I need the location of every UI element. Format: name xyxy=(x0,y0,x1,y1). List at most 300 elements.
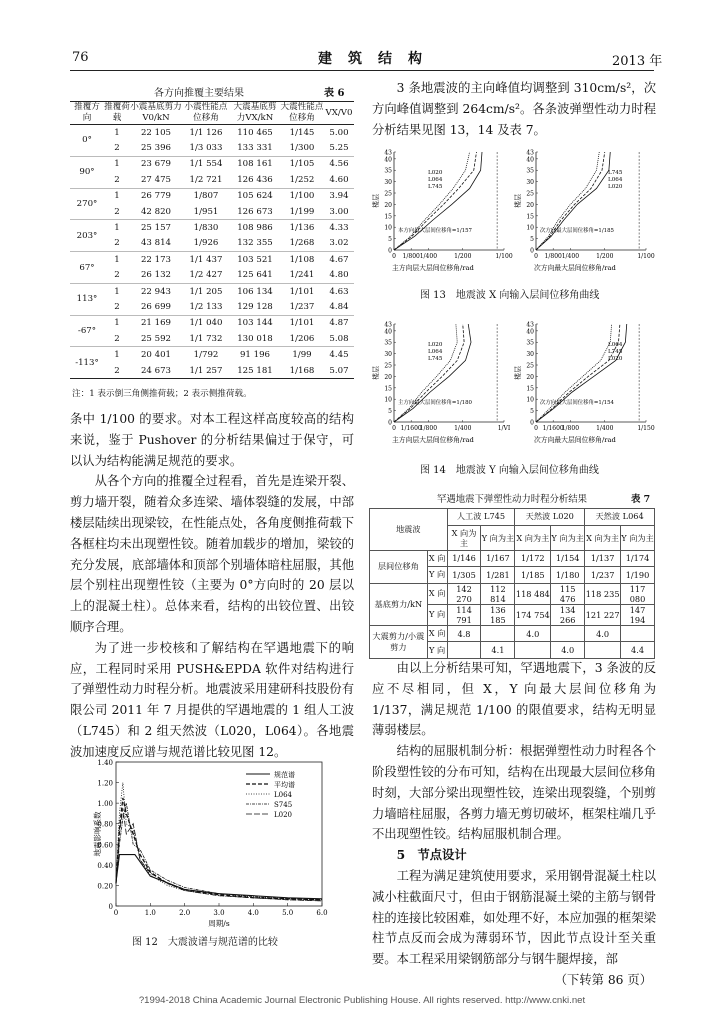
legend-label: 规范谱 xyxy=(274,771,295,779)
table6-title: 各方向推覆主要结果 xyxy=(154,88,244,99)
table7-wave-name: 天然波 L064 xyxy=(585,509,655,526)
table6-cell: 1 xyxy=(104,220,130,236)
table6-cell: 2 xyxy=(114,238,120,249)
table6-cell: 2 xyxy=(114,174,120,185)
table6-cell: 1/2 133 xyxy=(189,301,223,312)
table7-cell: 121 227 xyxy=(585,604,621,625)
table6-cell: 125 641 xyxy=(237,270,273,281)
table6-cell: 1/926 xyxy=(193,238,219,249)
y-axis-label: 楼层 xyxy=(514,366,522,380)
table6-cell: 4.45 xyxy=(324,347,354,363)
legend-label: L020 xyxy=(608,356,623,362)
table7-row-label: 基底剪力/kN xyxy=(370,583,428,625)
table6-label: 表 6 xyxy=(324,88,345,99)
y-tick-label: 40 xyxy=(526,156,534,164)
table6-cell: 1/108 xyxy=(280,252,324,268)
table6-cell: 42 820 xyxy=(140,206,172,217)
table7-subheader: X 向为主 xyxy=(585,525,621,550)
y-tick-label: 1.40 xyxy=(97,759,113,767)
table7-direction: Y 向 xyxy=(427,604,447,625)
x-tick-label: 6.0 xyxy=(316,909,328,917)
table6-cell: 1/145 xyxy=(289,127,315,138)
x-tick-label: 1/VI xyxy=(497,425,511,432)
table7 xyxy=(369,508,655,659)
table7-cell: 1/154 xyxy=(551,550,585,567)
y-tick-label: 15 xyxy=(384,385,392,393)
figure12 xyxy=(70,752,360,932)
table6-cell: 3.02 xyxy=(329,238,349,249)
table6-direction-cell: 90° xyxy=(70,156,104,188)
table6-cell: 103 521 xyxy=(230,252,280,268)
table7-subheader: Y 向为主 xyxy=(481,525,515,550)
table7-cell: 4.0 xyxy=(515,625,551,642)
table7-subheader: Y 向为主 xyxy=(551,525,585,550)
y-tick-label: 5 xyxy=(530,236,534,244)
table-row xyxy=(70,252,354,268)
page-header xyxy=(0,44,724,70)
copyright-footer: ?1994-2018 China Academic Journal Electronic Publishing House. All rights reserved. http://www.cnki.net xyxy=(138,995,586,1006)
table6-cell: 1/252 xyxy=(289,174,315,185)
right-text-bottom xyxy=(372,658,656,991)
figure14-caption: 图 14 地震波 Y 向输入层间位移角曲线 xyxy=(420,465,599,476)
table-row xyxy=(370,509,655,526)
table6-cell: 1/3 033 xyxy=(189,143,223,154)
table7-direction: Y 向 xyxy=(427,567,447,584)
y-tick-label: 0.20 xyxy=(97,882,113,891)
table6-cell: 24 673 xyxy=(140,365,172,376)
table6-cell: 1/206 xyxy=(289,333,315,344)
y-tick-label: 40 xyxy=(384,156,392,164)
table6-cell: 2 xyxy=(114,333,120,344)
table6-cell: 1/199 xyxy=(289,206,315,217)
right-paragraph-1: 3 条地震波的主向峰值均调整到 310cm/s²，次方向峰值调整到 264cm/s²。各条波弹塑性动力时程分析结果见图 13，14 及表 7。 xyxy=(372,81,656,137)
table6-cell: 1/2 721 xyxy=(189,174,223,185)
table-row xyxy=(70,299,354,315)
table6-cell: 1/300 xyxy=(289,143,315,154)
annotation: 主方向最大层间位移角=1/180 xyxy=(398,399,472,406)
table6-cell: 106 134 xyxy=(230,283,280,299)
table6-cell: 126 673 xyxy=(237,206,273,217)
y-tick-label: 10 xyxy=(526,396,534,404)
y-tick-label: 15 xyxy=(526,213,534,221)
table6-header-cell: 推覆荷载 xyxy=(104,102,130,123)
table6-cell: 1/241 xyxy=(289,270,315,281)
table6-cell: 1 xyxy=(104,156,130,172)
x-tick-label: 1/150 xyxy=(637,425,655,432)
table7-cell: 114 791 xyxy=(447,604,481,625)
page-number: 76 xyxy=(72,50,89,65)
table6-cell: 2 xyxy=(114,270,120,281)
table6-cell: 1/1 437 xyxy=(182,252,230,268)
table6-direction-cell: 67° xyxy=(70,252,104,284)
table6-cell: 1/2 427 xyxy=(189,270,223,281)
table7-cell: 134 266 xyxy=(551,604,585,625)
table7-cell: 1/185 xyxy=(515,567,551,584)
table7-cell: 1/146 xyxy=(447,550,481,567)
table-row xyxy=(70,331,354,347)
x-tick-label: 0 xyxy=(534,253,538,260)
table6-cell: 1/105 xyxy=(280,156,324,172)
table6-direction-cell: 270° xyxy=(70,188,104,220)
legend-label: L745 xyxy=(428,184,443,190)
y-tick-label: 35 xyxy=(526,339,534,347)
legend-label: L020 xyxy=(274,811,293,819)
table6-header-cell: 小震性能点位移角 xyxy=(182,102,230,125)
y-tick-label: 5 xyxy=(388,236,392,244)
table6-header-cell: 大震性能点位移角 xyxy=(280,102,324,123)
table-row xyxy=(70,220,354,236)
table7-subheader: X 向为主 xyxy=(515,525,551,550)
y-tick-label: 30 xyxy=(384,351,392,359)
y-tick-label: 43 xyxy=(526,149,534,157)
y-tick-label: 25 xyxy=(384,362,392,370)
table7-wave-name: 人工波 L745 xyxy=(447,509,515,526)
table6-cell: 1/792 xyxy=(182,347,230,363)
table6-cell: 5.07 xyxy=(329,365,349,376)
x-tick-label: 0 xyxy=(113,909,119,917)
y-tick-label: 43 xyxy=(384,321,392,329)
table6-cell: 1/807 xyxy=(182,188,230,204)
legend-label: L064 xyxy=(274,791,293,799)
table-row xyxy=(70,268,354,284)
table6-cell: 129 128 xyxy=(237,301,273,312)
table7-subheader: X 向为主 xyxy=(447,525,481,550)
table7-cell xyxy=(585,642,621,659)
table7-cell: 4.1 xyxy=(481,642,515,659)
table6-cell: 22 173 xyxy=(130,252,182,268)
table6-cell: 26 699 xyxy=(140,301,172,312)
table6-cell: 1/1 126 xyxy=(189,127,223,138)
table6-direction-cell: 203° xyxy=(70,220,104,252)
y-tick-label: 20 xyxy=(526,373,534,381)
left-paragraph-2: 从各个方向的推覆全过程看，首先是连梁开裂、剪力墙开裂，随着众多连梁、墙体裂缝的发展，中部楼层陆续出现梁铰，在性能点处，各角度侧推荷载下各框柱均未出现塑性铰。随着加载步的增加，梁铰的充分发展，底部墙体和顶部个别墙体暗柱屈服，其他层个别柱出现塑性铰（主要为 0°方向时的 20 层以上的混凝土柱）。总体来看，结构的出铰位置、出铰顺序合理。 xyxy=(70,474,354,634)
table-row xyxy=(70,188,354,204)
table6-cell: 4.87 xyxy=(324,315,354,331)
series-line xyxy=(394,152,470,250)
right-paragraph-4: 工程为满足建筑使用要求，采用钢骨混凝土柱以减小柱截面尺寸，但由于钢筋混凝土梁的主筋与钢骨柱的连接比较困难，如处理不好，本应加强的框架梁柱节点反而会成为薄弱环节，因此节点设计至关重要。本工程采用梁钢筋部分与钢牛腿焊接，部 xyxy=(372,868,656,967)
y-tick-label: 10 xyxy=(526,224,534,232)
figure13 xyxy=(372,146,656,288)
table-row xyxy=(70,204,354,220)
y-tick-label: 10 xyxy=(384,396,392,404)
table-row xyxy=(70,156,354,172)
x-tick-label: 1/100 xyxy=(637,253,655,260)
y-tick-label: 20 xyxy=(384,201,392,209)
figure13-caption: 图 13 地震波 X 向输入层间位移角曲线 xyxy=(420,290,600,301)
figure14 xyxy=(372,318,656,460)
legend-label: L745 xyxy=(608,349,623,355)
table7-row-label: 层间位移角 xyxy=(370,550,428,583)
table6-header-cell: 推覆方向 xyxy=(70,102,104,125)
x-tick-label: 1/800 xyxy=(402,253,420,260)
y-tick-label: 20 xyxy=(526,201,534,209)
table6-cell: 1/951 xyxy=(193,206,219,217)
legend-label: L064 xyxy=(428,349,443,355)
table6-cell: 108 161 xyxy=(230,156,280,172)
y-tick-label: 0 xyxy=(388,419,392,427)
legend-label: L064 xyxy=(428,177,443,183)
y-tick-label: 25 xyxy=(384,190,392,198)
table-row xyxy=(370,583,655,604)
y-tick-label: 15 xyxy=(384,213,392,221)
table6-cell: 1/830 xyxy=(182,220,230,236)
legend-label: L745 xyxy=(608,170,623,176)
y-tick-label: 1.20 xyxy=(97,779,113,788)
table6-cell: 133 331 xyxy=(237,143,273,154)
table6-cell: 1/1 205 xyxy=(182,283,230,299)
table6-cell: 4.63 xyxy=(324,283,354,299)
table7-title: 罕遇地震下弹塑性动力时程分析结果 xyxy=(437,494,588,505)
table6 xyxy=(70,101,354,379)
table6-cell: 1/99 xyxy=(280,347,324,363)
x-tick-label: 5.0 xyxy=(282,909,294,917)
y-tick-label: 30 xyxy=(384,179,392,187)
y-tick-label: 20 xyxy=(384,373,392,381)
table6-cell: 1 xyxy=(104,315,130,331)
table6-cell: 22 943 xyxy=(130,283,182,299)
x-tick-label: 0 xyxy=(534,425,538,432)
legend-label: L020 xyxy=(428,342,443,348)
figure12-chart xyxy=(70,752,360,932)
table6-cell: 1/1 732 xyxy=(189,333,223,344)
x-axis-label: 主方向层大层间位移角/rad xyxy=(392,436,474,444)
y-axis-label: 楼层 xyxy=(372,194,380,208)
y-tick-label: 5 xyxy=(530,408,534,416)
table7-direction: X 向 xyxy=(427,625,447,642)
table6-direction-cell: 0° xyxy=(82,135,92,146)
series-line xyxy=(536,324,627,422)
legend-label: L064 xyxy=(608,177,623,183)
series-line xyxy=(394,324,457,422)
table6-header-cell: VX/V0 xyxy=(324,102,354,125)
x-axis-label: 主方向层大层间位移角/rad xyxy=(392,264,474,272)
table7-cell xyxy=(515,642,551,659)
table6-direction-cell: -113° xyxy=(70,347,104,379)
legend-label: L020 xyxy=(428,170,443,176)
x-tick-label: 1/100 xyxy=(495,253,513,260)
table7-cell: 115 476 xyxy=(551,583,585,604)
table6-cell: 1 xyxy=(114,127,120,138)
x-tick-label: 1/800 xyxy=(544,253,562,260)
series-line xyxy=(116,808,322,901)
annotation: 本方向最大层间位移角=1/157 xyxy=(398,227,472,234)
table6-cell: 1/100 xyxy=(280,188,324,204)
table7-cell: 112 814 xyxy=(481,583,515,604)
table6-cell: 23 679 xyxy=(130,156,182,172)
right-text-top xyxy=(372,78,656,140)
table6-cell: 1/1 257 xyxy=(189,365,223,376)
figure12-caption: 图 12 大震波谱与规范谱的比较 xyxy=(132,937,278,948)
x-tick-label: 2.0 xyxy=(179,909,191,917)
series-line xyxy=(394,152,477,250)
left-text xyxy=(70,409,354,763)
y-tick-label: 10 xyxy=(384,224,392,232)
y-tick-label: 0.40 xyxy=(97,861,113,870)
figure14-chart xyxy=(372,318,656,460)
y-tick-label: 15 xyxy=(526,385,534,393)
table-row xyxy=(70,283,354,299)
y-axis-label: 楼层 xyxy=(514,194,522,208)
x-tick-label: 1/200 xyxy=(454,253,472,260)
table-row xyxy=(70,172,354,188)
table6-cell: 5.25 xyxy=(329,143,349,154)
y-tick-label: 0 xyxy=(530,419,534,427)
series-line xyxy=(536,324,620,422)
table6-cell: 110 465 xyxy=(237,127,273,138)
table7-cell: 147 194 xyxy=(621,604,655,625)
year: 2013 年 xyxy=(612,54,663,69)
table6-cell: 25 157 xyxy=(130,220,182,236)
table6-cell: 108 986 xyxy=(230,220,280,236)
y-axis-label: 楼层 xyxy=(372,366,380,380)
right-paragraph-2: 由以上分析结果可知，罕遇地震下，3 条波的反应不尽相同，但 X，Y 向最大层间位移角为 1/137，满足规范 1/100 的限值要求，结构无明显薄弱楼层。 xyxy=(372,661,656,738)
x-tick-label: 1/400 xyxy=(419,253,438,260)
table6-cell: 25 396 xyxy=(140,143,172,154)
table6-cell: 1 xyxy=(104,188,130,204)
table6-cell: 21 169 xyxy=(130,315,182,331)
legend-label: L064 xyxy=(608,342,623,348)
table6-cell: 5.08 xyxy=(329,333,349,344)
table7-direction: X 向 xyxy=(427,583,447,604)
y-tick-label: 1.00 xyxy=(97,800,113,809)
x-tick-label: 1/400 xyxy=(596,425,614,432)
table6-cell: 2 xyxy=(114,143,120,154)
series-line xyxy=(536,152,605,250)
figure13-chart xyxy=(372,146,656,288)
table-row xyxy=(70,315,354,331)
y-tick-label: 30 xyxy=(526,179,534,187)
table7-cell: 142 270 xyxy=(447,583,481,604)
table6-cell: 1/101 xyxy=(280,283,324,299)
left-paragraph-1: 条中 1/100 的要求。对本工程这样高度较高的结构来说，鉴于 Pushover 的分析结果偏过于保守，可以认为结构能满足规范的要求。 xyxy=(70,412,354,468)
table-row xyxy=(70,140,354,156)
x-tick-label: 1/1600 xyxy=(542,425,564,432)
series-line xyxy=(536,324,612,422)
y-tick-label: 25 xyxy=(526,190,534,198)
y-tick-label: 35 xyxy=(384,339,392,347)
table6-cell: 3.00 xyxy=(329,206,349,217)
table7-label: 表 7 xyxy=(631,494,651,505)
table6-cell: 22 105 xyxy=(140,127,172,138)
table-row xyxy=(370,550,655,567)
table6-cell: 2 xyxy=(114,301,120,312)
table6-cell: 20 401 xyxy=(130,347,182,363)
table7-cell: 4.0 xyxy=(585,625,621,642)
x-tick-label: 1/200 xyxy=(596,253,614,260)
table6-cell: 103 144 xyxy=(230,315,280,331)
table6-header-cell: 小震基底剪力V0/kN xyxy=(130,102,182,123)
y-tick-label: 0.80 xyxy=(97,820,113,829)
table7-cell: 117 080 xyxy=(621,583,655,604)
right-paragraph-3: 结构的屈服机制分析：根据弹塑性动力时程各个阶段塑性铰的分布可知，结构在出现最大层间位移角时刻，大部分梁出现塑性铰，连梁出现裂缝，个别剪力墙暗柱屈服，各剪力墙无剪切破坏，框架柱端几乎不出现塑性铰。结构屈服机制合理。 xyxy=(372,744,656,842)
table7-cell xyxy=(447,642,481,659)
y-tick-label: 0.60 xyxy=(97,841,113,850)
table6-cell: 1 xyxy=(104,347,130,363)
y-axis-label: 地震影响系数 xyxy=(93,811,102,857)
table7-cell: 1/137 xyxy=(585,550,621,567)
table7-cell xyxy=(551,625,585,642)
x-axis-label: 次方向最大层间位移角/rad xyxy=(534,436,616,444)
table6-cell: 1/136 xyxy=(280,220,324,236)
table7-cell xyxy=(621,625,655,642)
table6-note: 注：1 表示倒三角侧推荷载；2 表示侧推荷载。 xyxy=(72,389,252,399)
series-line xyxy=(394,152,482,250)
table6-cell: 26 132 xyxy=(140,270,172,281)
table7-row-label: 大震剪力/小震剪力 xyxy=(370,625,428,658)
y-tick-label: 30 xyxy=(526,351,534,359)
table6-cell: 1/1 040 xyxy=(182,315,230,331)
table6-cell: 43 814 xyxy=(140,238,172,249)
continued-note: （下转第 86 页） xyxy=(554,972,652,987)
y-tick-label: 0 xyxy=(108,903,113,911)
table7-cell: 4.0 xyxy=(551,642,585,659)
table6-cell: 1/101 xyxy=(280,315,324,331)
header-rule xyxy=(70,70,654,71)
x-tick-label: 1/800 xyxy=(419,425,438,432)
series-line xyxy=(394,324,464,422)
table7-cell: 1/180 xyxy=(551,567,585,584)
table6-cell: 132 355 xyxy=(237,238,273,249)
x-tick-label: 1.0 xyxy=(144,909,156,917)
table6-cell: 4.80 xyxy=(329,270,349,281)
table6-cell: 130 018 xyxy=(237,333,273,344)
section-heading: 5 节点设计 xyxy=(396,847,467,863)
table6-cell: 126 436 xyxy=(237,174,273,185)
table6-cell: 5.00 xyxy=(329,127,349,138)
table6-cell: 1/268 xyxy=(289,238,315,249)
legend-label: S745 xyxy=(274,801,293,809)
table6-cell: 1/1 554 xyxy=(182,156,230,172)
table6-cell: 2 xyxy=(114,365,120,376)
table6-cell: 1 xyxy=(104,252,130,268)
table7-cell: 1/281 xyxy=(481,567,515,584)
table-row xyxy=(70,236,354,252)
table6-header-cell: 大震基底剪力VX/kN xyxy=(230,102,280,125)
y-tick-label: 43 xyxy=(526,321,534,329)
x-axis-label: 周期/s xyxy=(208,919,230,928)
table6-cell: 4.60 xyxy=(329,174,349,185)
table7-cell: 1/172 xyxy=(515,550,551,567)
table7-cell: 4.8 xyxy=(447,625,481,642)
y-tick-label: 35 xyxy=(384,167,392,175)
table6-cell: 27 475 xyxy=(140,174,172,185)
table6-direction-cell: 113° xyxy=(70,283,104,315)
y-tick-label: 5 xyxy=(388,408,392,416)
table6-cell: 3.94 xyxy=(324,188,354,204)
x-tick-label: 1/400 xyxy=(561,253,580,260)
x-tick-label: 1/1600 xyxy=(400,425,422,432)
series-line xyxy=(116,855,322,899)
table-row xyxy=(370,625,655,642)
x-tick-label: 3.0 xyxy=(213,909,225,917)
table7-cell: 1/174 xyxy=(621,550,655,567)
table7-cell: 1/305 xyxy=(447,567,481,584)
y-tick-label: 40 xyxy=(384,328,392,336)
table7-direction: X 向 xyxy=(427,550,447,567)
left-paragraph-3: 为了进一步校核和了解结构在罕遇地震下的响应，工程同时采用 PUSH&EPDA 软件对结构进行了弹塑性动力时程分析。地震波采用建研科技股份有限公司 2011 年 7 月提供的罕遇地震的 1 组人工波（L745）和 2 组天然波（L020，L064）。各地震波加速度反应谱与规范谱比较见图 12。 xyxy=(70,640,354,759)
series-line xyxy=(536,152,610,250)
y-tick-label: 0 xyxy=(388,247,392,255)
series-line xyxy=(536,152,599,250)
table6-cell: 91 196 xyxy=(230,347,280,363)
table7-wave-header: 地震波 xyxy=(370,509,448,551)
table6-direction-cell: -67° xyxy=(70,315,104,347)
annotation: 次方向最大层间位移角=1/185 xyxy=(540,227,614,234)
x-tick-label: 0 xyxy=(392,253,396,260)
table7-cell: 1/190 xyxy=(621,567,655,584)
table7-cell: 174 754 xyxy=(515,604,551,625)
y-tick-label: 40 xyxy=(526,328,534,336)
